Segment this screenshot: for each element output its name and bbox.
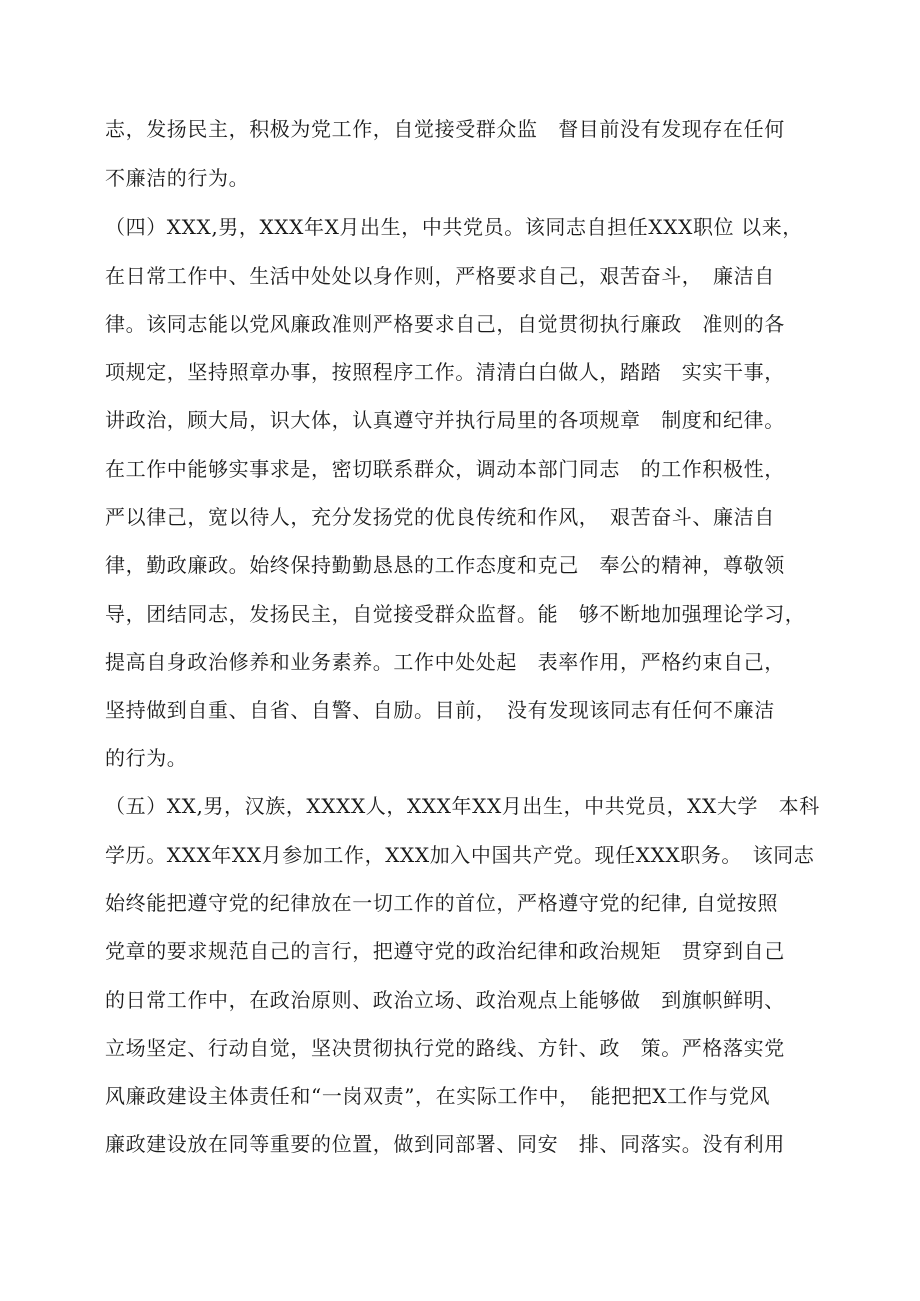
text-line: 在日常工作中、生活中处处以身作则，严格要求自己，艰苦奋斗， 廉洁自: [105, 264, 775, 288]
text-line: 讲政治，顾大局，识大体，认真遵守并执行局里的各项规章 制度和纪律。: [105, 408, 785, 432]
text-line: 项规定，坚持照章办事，按照程序工作。清清白白做人，踏踏 实实干事，: [105, 360, 785, 384]
text-line: 的日常工作中，在政治原则、政治立场、政治观点上能够做 到旗帜鲜明、: [105, 988, 785, 1012]
text-line: 志，发扬民主，积极为党工作，自觉接受群众监 督目前没有发现存在任何: [105, 117, 785, 141]
text-line: 始终能把遵守党的纪律放在一切工作的首位，严格遵守党的纪律, 自觉按照: [105, 891, 779, 915]
text-line: 律，勤政廉政。始终保持勤勤恳恳的工作态度和克己 奉公的精神，尊敬领: [105, 553, 785, 577]
text-line: 律。该同志能以党风廉政准则严格要求自己，自觉贯彻执行廉政 准则的各: [105, 312, 785, 336]
text-line: 坚持做到自重、自省、自警、自励。目前， 没有发现该同志有任何不廉洁: [105, 698, 775, 722]
text-line: 的行为。: [105, 746, 188, 770]
text-line: （四）XXX,男，XXX年X月出生，中共党员。该同志自担任XXX职位 以来，: [105, 215, 803, 239]
text-line: 学历。XXX年XX月参加工作，XXX加入中国共产党。现任XXX职务。 该同志: [105, 843, 815, 867]
text-line: 导，团结同志，发扬民主，自觉接受群众监督。能 够不断地加强理论学习，: [105, 602, 806, 626]
text-line: 风廉政建设主体责任和“一岗双责”，在实际工作中， 能把把X工作与党风: [105, 1084, 771, 1108]
text-line: 廉政建设放在同等重要的位置，做到同部署、同安 排、同落实。没有利用: [105, 1132, 785, 1156]
text-line: 提高自身政治修养和业务素养。工作中处处起 表率作用，严格约束自己，: [105, 650, 785, 674]
text-line: 立场坚定、行动自觉，坚决贯彻执行党的路线、方针、政 策。严格落实党: [105, 1036, 785, 1060]
text-line: 严以律己，宽以待人，充分发扬党的优良传统和作风， 艰苦奋斗、廉洁自: [105, 505, 775, 529]
text-line: 不廉洁的行为。: [105, 166, 250, 190]
text-line: 党章的要求规范自己的言行，把遵守党的政治纪律和政治规矩 贯穿到自己: [105, 939, 785, 963]
text-line: 在工作中能够实事求是，密切联系群众，调动本部门同志 的工作积极性，: [105, 457, 785, 481]
text-line: （五）XX,男，汉族，XXXX人，XXX年XX月出生，中共党员，XX大学 本科: [105, 794, 820, 818]
